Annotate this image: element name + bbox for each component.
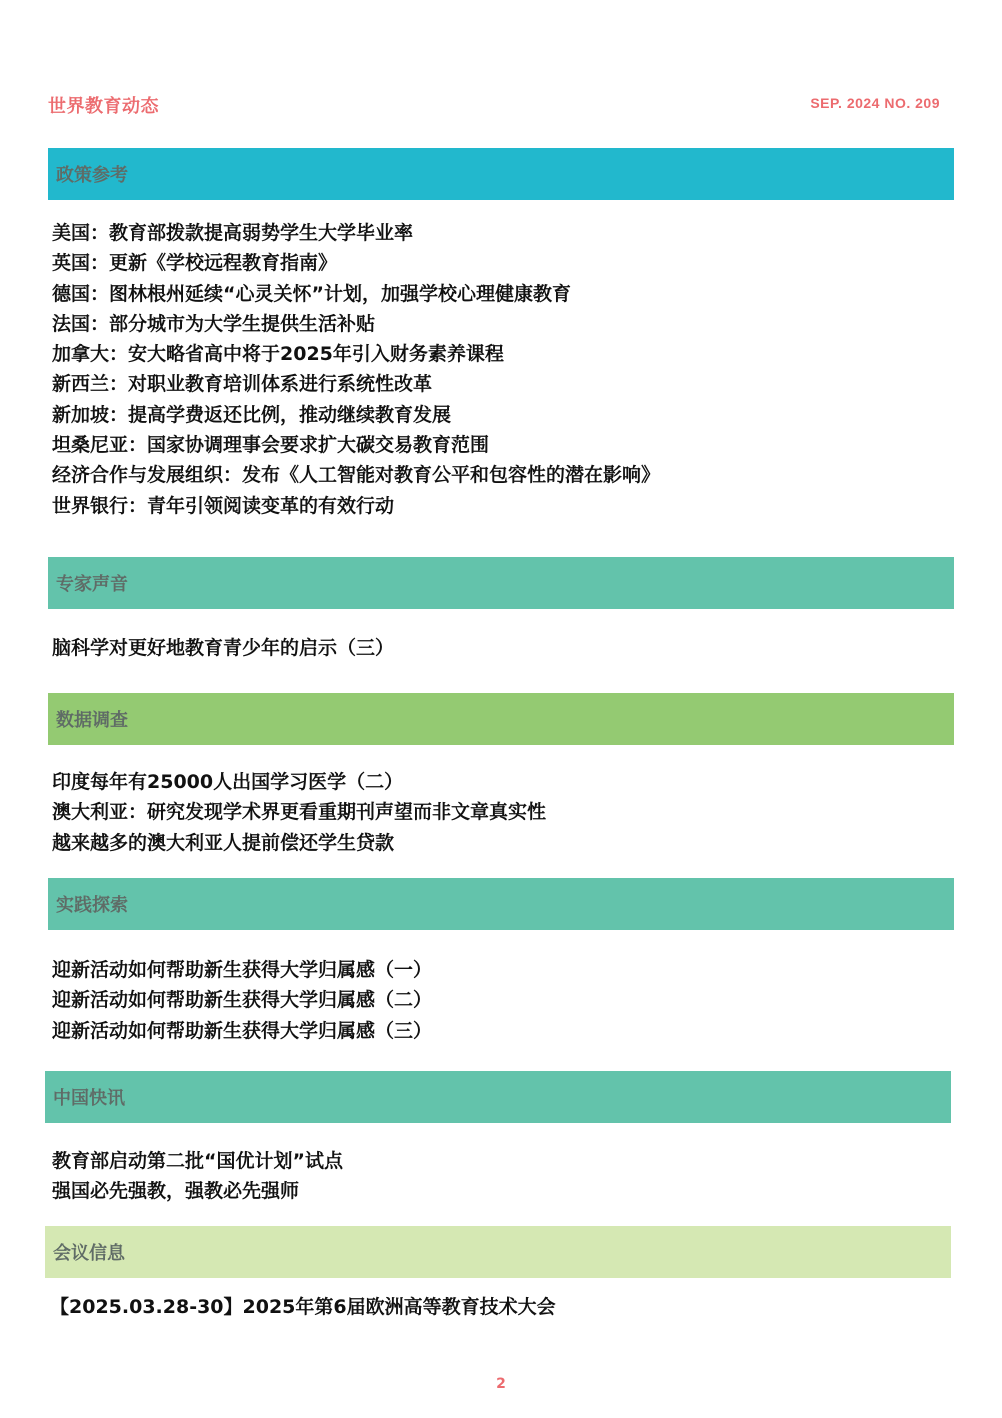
article-link[interactable]: 世界银行：青年引领阅读变革的有效行动 — [52, 494, 395, 517]
article-link[interactable]: 澳大利亚：研究发现学术界更看重期刊声望而非文章真实性 — [52, 801, 547, 824]
section-title: 实践探索 — [56, 895, 128, 916]
article-link[interactable]: 迎新活动如何帮助新生获得大学归属感（二） — [52, 989, 433, 1012]
section-list-expert — [52, 633, 394, 663]
article-link[interactable]: 加拿大：安大略省高中将于2025年引入财务素养课程 — [52, 343, 504, 366]
article-link[interactable]: 坦桑尼亚：国家协调理事会要求扩大碳交易教育范围 — [52, 434, 490, 457]
section-header-meeting — [45, 1226, 951, 1278]
section-list-practice — [52, 955, 432, 1046]
article-link[interactable]: 法国：部分城市为大学生提供生活补贴 — [52, 312, 376, 335]
section-title: 政策参考 — [56, 165, 128, 186]
article-link[interactable]: 德国：图林根州延续“心灵关怀”计划，加强学校心理健康教育 — [52, 282, 571, 305]
section-header-china — [45, 1071, 951, 1123]
article-link[interactable]: 脑科学对更好地教育青少年的启示（三） — [52, 637, 395, 659]
section-list-policy — [52, 218, 660, 521]
section-list-china — [52, 1146, 343, 1207]
article-link[interactable]: 印度每年有25000人出国学习医学（二） — [52, 771, 404, 793]
section-header-policy — [48, 148, 954, 200]
page-number: 2 — [496, 1376, 506, 1392]
article-link[interactable]: 迎新活动如何帮助新生获得大学归属感（三） — [52, 1019, 433, 1042]
article-link[interactable]: 新加坡：提高学费返还比例，推动继续教育发展 — [52, 403, 452, 426]
article-link[interactable]: 经济合作与发展组织：发布《人工智能对教育公平和包容性的潜在影响》 — [52, 464, 661, 487]
article-link[interactable]: 迎新活动如何帮助新生获得大学归属感（一） — [52, 959, 433, 981]
article-link[interactable]: 新西兰：对职业教育培训体系进行系统性改革 — [52, 373, 433, 396]
article-link[interactable]: 强国必先强教，强教必先强师 — [52, 1180, 300, 1203]
journal-title: 世界教育动态 — [48, 96, 159, 117]
article-link[interactable]: 美国：教育部拨款提高弱势学生大学毕业率 — [52, 222, 414, 244]
section-title: 中国快讯 — [53, 1088, 125, 1109]
section-title: 会议信息 — [53, 1243, 125, 1264]
section-list-meeting — [50, 1292, 556, 1322]
section-header-expert — [48, 557, 954, 609]
section-list-data — [52, 767, 546, 858]
article-link[interactable]: 教育部启动第二批“国优计划”试点 — [52, 1150, 343, 1172]
section-header-data — [48, 693, 954, 745]
section-header-practice — [48, 878, 954, 930]
article-link[interactable]: 越来越多的澳大利亚人提前偿还学生贷款 — [52, 831, 395, 854]
section-title: 数据调查 — [56, 710, 128, 731]
section-title: 专家声音 — [56, 574, 128, 595]
article-link[interactable]: 【2025.03.28-30】2025年第6届欧洲高等教育技术大会 — [50, 1296, 556, 1318]
issue-number: SEP. 2024 NO. 209 — [810, 95, 940, 111]
article-link[interactable]: 英国：更新《学校远程教育指南》 — [52, 252, 338, 275]
